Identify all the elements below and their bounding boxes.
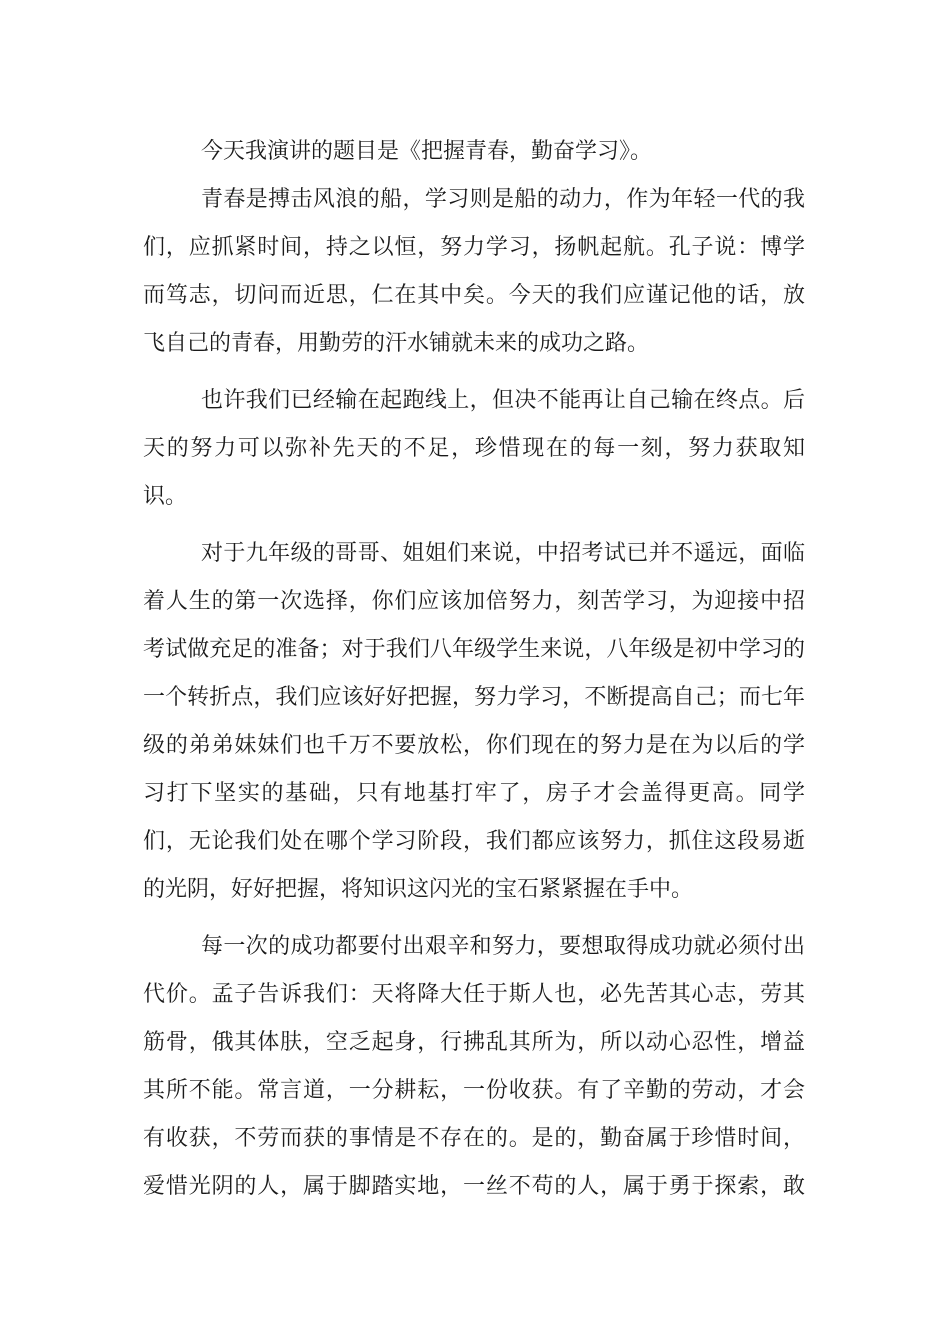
text-line: 每一次的成功都要付出艰辛和努力，要想取得成功就必须付出: [201, 934, 805, 959]
text-line: 筋骨，俄其体肤，空乏起身，行拂乱其所为，所以动心忍性，增益: [143, 1030, 805, 1055]
text-line: 识。: [143, 484, 188, 509]
text-line: 爱惜光阴的人，属于脚踏实地，一丝不苟的人，属于勇于探索，敢: [143, 1174, 805, 1199]
text-line: 天的努力可以弥补先天的不足，珍惜现在的每一刻，努力获取知: [143, 436, 805, 461]
text-line: 青春是搏击风浪的船，学习则是船的动力，作为年轻一代的我: [201, 187, 805, 212]
text-line: 今天我演讲的题目是《把握青春，勤奋学习》。: [201, 139, 653, 164]
text-line: 飞自己的青春，用勤劳的汗水铺就未来的成功之路。: [143, 331, 650, 356]
text-line: 对于九年级的哥哥、姐姐们来说，中招考试已并不遥远，面临: [201, 541, 805, 566]
text-line: 的光阴，好好把握，将知识这闪光的宝石紧紧握在手中。: [143, 877, 694, 902]
text-line: 代价。孟子告诉我们：天将降大任于斯人也，必先苦其心志，劳其: [143, 982, 805, 1007]
text-line: 而笃志，切问而近思，仁在其中矣。今天的我们应谨记他的话，放: [143, 283, 805, 308]
text-line: 们，应抓紧时间，持之以恒，努力学习，扬帆起航。孔子说：博学: [143, 235, 805, 260]
text-line: 习打下坚实的基础，只有地基打牢了，房子才会盖得更高。同学: [143, 781, 805, 806]
text-line: 着人生的第一次选择，你们应该加倍努力，刻苦学习，为迎接中招: [143, 589, 805, 614]
text-line: 其所不能。常言道，一分耕耘，一份收获。有了辛勤的劳动，才会: [143, 1078, 805, 1103]
text-line: 也许我们已经输在起跑线上，但决不能再让自己输在终点。后: [201, 388, 805, 413]
text-line: 一个转折点，我们应该好好把握，努力学习，不断提高自己；而七年: [143, 685, 805, 710]
text-line: 考试做充足的准备；对于我们八年级学生来说，八年级是初中学习的: [143, 637, 805, 662]
text-line: 们，无论我们处在哪个学习阶段，我们都应该努力，抓住这段易逝: [143, 829, 805, 854]
text-line: 级的弟弟妹妹们也千万不要放松，你们现在的努力是在为以后的学: [143, 733, 805, 758]
text-line: 有收获，不劳而获的事情是不存在的。是的，勤奋属于珍惜时间，: [143, 1126, 805, 1151]
